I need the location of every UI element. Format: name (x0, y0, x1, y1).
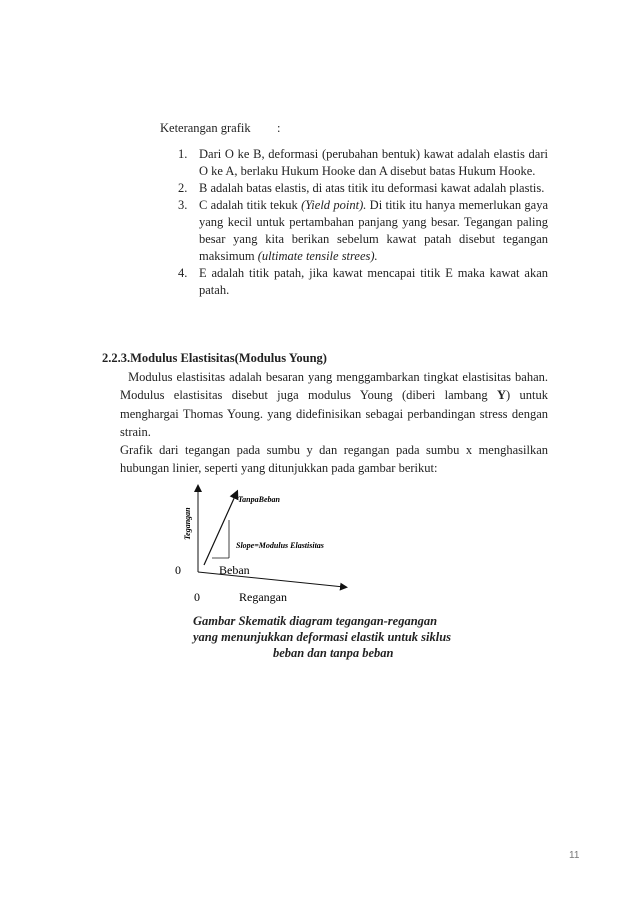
legend-item-number: 2. (178, 181, 188, 195)
legend-title (160, 121, 281, 136)
paragraph-text: ) untuk menghargai Thomas Young. yang didefinisikan sebagai perbandingan stress dengan strain. (120, 388, 549, 439)
legend-list (178, 146, 548, 299)
y-axis-label: Tegangan (183, 507, 192, 540)
legend-colon: : (277, 121, 281, 135)
legend-text-part: C adalah titik tekuk (199, 198, 302, 212)
stress-strain-diagram (170, 480, 380, 610)
caption-line: Gambar Skematik diagram tegangan-regangan (193, 614, 438, 628)
loading-label: Beban (219, 563, 250, 577)
paragraph (120, 368, 548, 441)
legend-item (178, 265, 548, 299)
legend-item-number: 4. (178, 266, 188, 280)
caption-line: beban dan tanpa beban (273, 646, 394, 660)
paragraph: Grafik dari tegangan pada sumbu y dan regangan pada sumbu x menghasilkan hubungan linier, seperti yang ditunjukkan pada gambar berikut: (120, 443, 548, 476)
page-number: 11 (569, 850, 580, 861)
legend-text-italic: (ultimate tensile strees). (257, 249, 378, 263)
legend-item (178, 197, 548, 265)
symbol-y: Y (497, 388, 507, 403)
origin-label-left: 0 (175, 563, 181, 577)
legend-item-text (199, 198, 548, 263)
legend-item-text: E adalah titik patah, jika kawat mencapai titik E maka kawat akan patah. (199, 266, 548, 297)
legend-item-text: B adalah batas elastis, di atas titik itu deformasi kawat adalah plastis. (199, 181, 545, 195)
legend-label: Keterangan grafik (160, 121, 251, 135)
x-axis-label: Regangan (239, 590, 287, 604)
origin-label-bottom: 0 (194, 590, 200, 604)
loading-line (204, 494, 236, 565)
legend-text-italic: (Yield point). (301, 198, 367, 212)
legend-item-number: 1. (178, 147, 188, 161)
section-heading: 2.2.3.Modulus Elastisitas(Modulus Young) (102, 351, 327, 365)
legend-item (178, 146, 548, 180)
caption-line: yang menunjukkan deformasi elastik untuk siklus (193, 630, 452, 644)
paragraph-text: Modulus elastisitas adalah besaran yang menggambarkan tingkat elastisitas bahan. Modulus elastisitas disebut juga modulus Young (diberi lambang (120, 370, 549, 403)
legend-item-text: Dari O ke B, deformasi (perubahan bentuk) kawat adalah elastis dari O ke A, berlaku Hukum Hooke dan A disebut batas Hukum Hooke. (199, 147, 548, 178)
legend-text-part: Di titik itu hanya memerlukan gaya yang kecil untuk pertambahan panjang yang besar. Tegangan paling besar yang kita berikan sebelum kawat patah disebut tegangan maksimum (199, 198, 548, 263)
figure-caption (193, 613, 483, 661)
legend-item-number: 3. (178, 198, 188, 212)
slope-label: Slope=Modulus Elastisitas (236, 541, 324, 550)
unloading-label: TanpaBeban (238, 495, 280, 504)
section-body (120, 368, 548, 478)
legend-item (178, 180, 548, 197)
